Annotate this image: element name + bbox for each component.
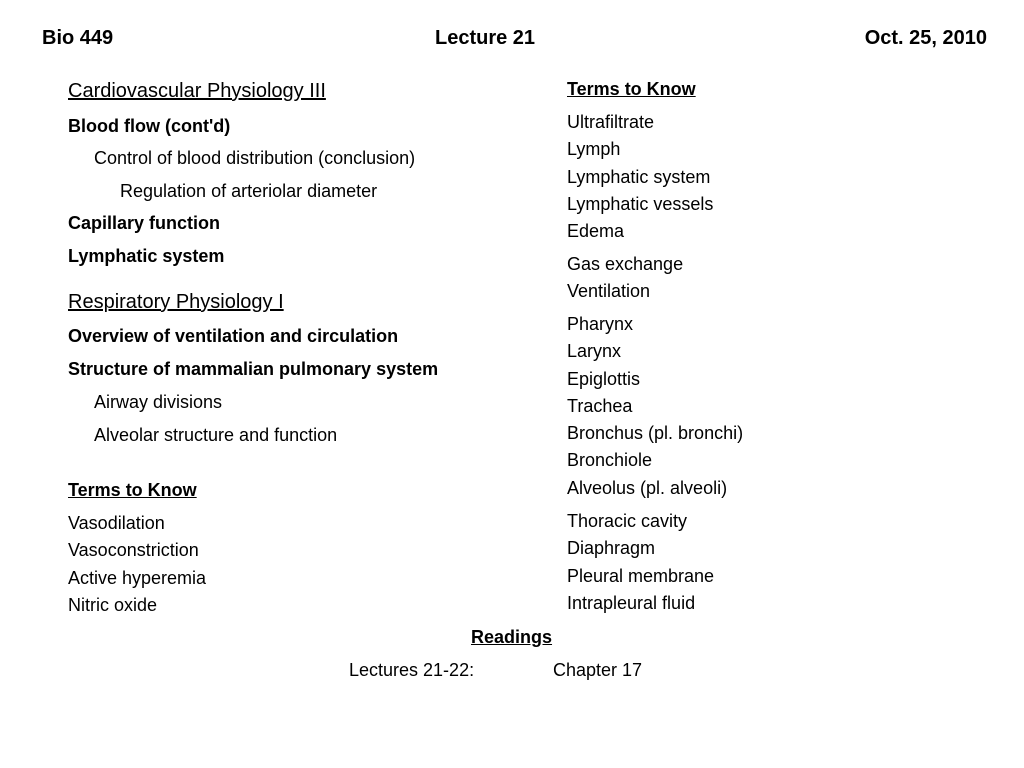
term-item: Ultrafiltrate — [567, 112, 655, 132]
right-terms-group-airway — [567, 311, 743, 502]
right-terms-group-gas — [567, 251, 683, 306]
topic-pulmonary-structure: Structure of mammalian pulmonary system — [68, 359, 439, 379]
right-terms-group-lymph — [567, 109, 713, 245]
subtopic-alveolar-structure: Alveolar structure and function — [94, 425, 338, 445]
topic-lymphatic-system: Lymphatic system — [68, 246, 225, 266]
term-item: Alveolus (pl. alveoli) — [567, 477, 728, 498]
left-terms-title: Terms to Know — [68, 480, 197, 500]
readings-title: Readings — [471, 627, 553, 647]
term-item: Pleural membrane — [567, 565, 715, 586]
topic-blood-flow: Blood flow (cont'd) — [68, 116, 231, 136]
course-label: Bio 449 — [42, 27, 114, 49]
term-item: Lymphatic system — [567, 166, 711, 187]
term-item: Lymphatic vessels — [567, 193, 714, 214]
term-item: Diaphragm — [567, 538, 656, 559]
lecture-label: Lecture 21 — [435, 27, 536, 49]
readings-chapter: Chapter 17 — [553, 660, 643, 680]
subtopic-airway-divisions: Airway divisions — [94, 392, 223, 412]
section-title-cardiovascular: Cardiovascular Physiology III — [68, 80, 326, 102]
term-item: Bronchus (pl. bronchi) — [567, 423, 744, 444]
term-item: Vasoconstriction — [68, 540, 199, 561]
subtopic-blood-distribution: Control of blood distribution (conclusion) — [94, 148, 416, 168]
term-item: Thoracic cavity — [567, 511, 688, 531]
subtopic-arteriolar-diameter: Regulation of arteriolar diameter — [120, 181, 378, 201]
term-item: Intrapleural fluid — [567, 592, 696, 613]
term-item: Larynx — [567, 341, 622, 362]
readings-lectures: Lectures 21-22: — [349, 660, 475, 680]
section-title-respiratory: Respiratory Physiology I — [68, 291, 284, 313]
term-item: Active hyperemia — [68, 567, 207, 588]
term-item: Edema — [567, 221, 625, 242]
term-item: Ventilation — [567, 281, 651, 302]
term-item: Vasodilation — [68, 513, 165, 533]
term-item: Trachea — [567, 395, 633, 416]
term-item: Epiglottis — [567, 368, 641, 389]
right-terms-group-thorax — [567, 508, 714, 617]
term-item: Pharynx — [567, 314, 634, 334]
date-label: Oct. 25, 2010 — [864, 27, 987, 49]
topic-capillary-function: Capillary function — [68, 213, 221, 233]
term-item: Nitric oxide — [68, 594, 158, 615]
term-item: Bronchiole — [567, 450, 653, 471]
topic-ventilation-circulation: Overview of ventilation and circulation — [68, 326, 399, 346]
term-item: Gas exchange — [567, 254, 684, 274]
left-terms-list — [68, 510, 206, 619]
term-item: Lymph — [567, 139, 621, 160]
right-terms-title: Terms to Know — [567, 79, 696, 99]
